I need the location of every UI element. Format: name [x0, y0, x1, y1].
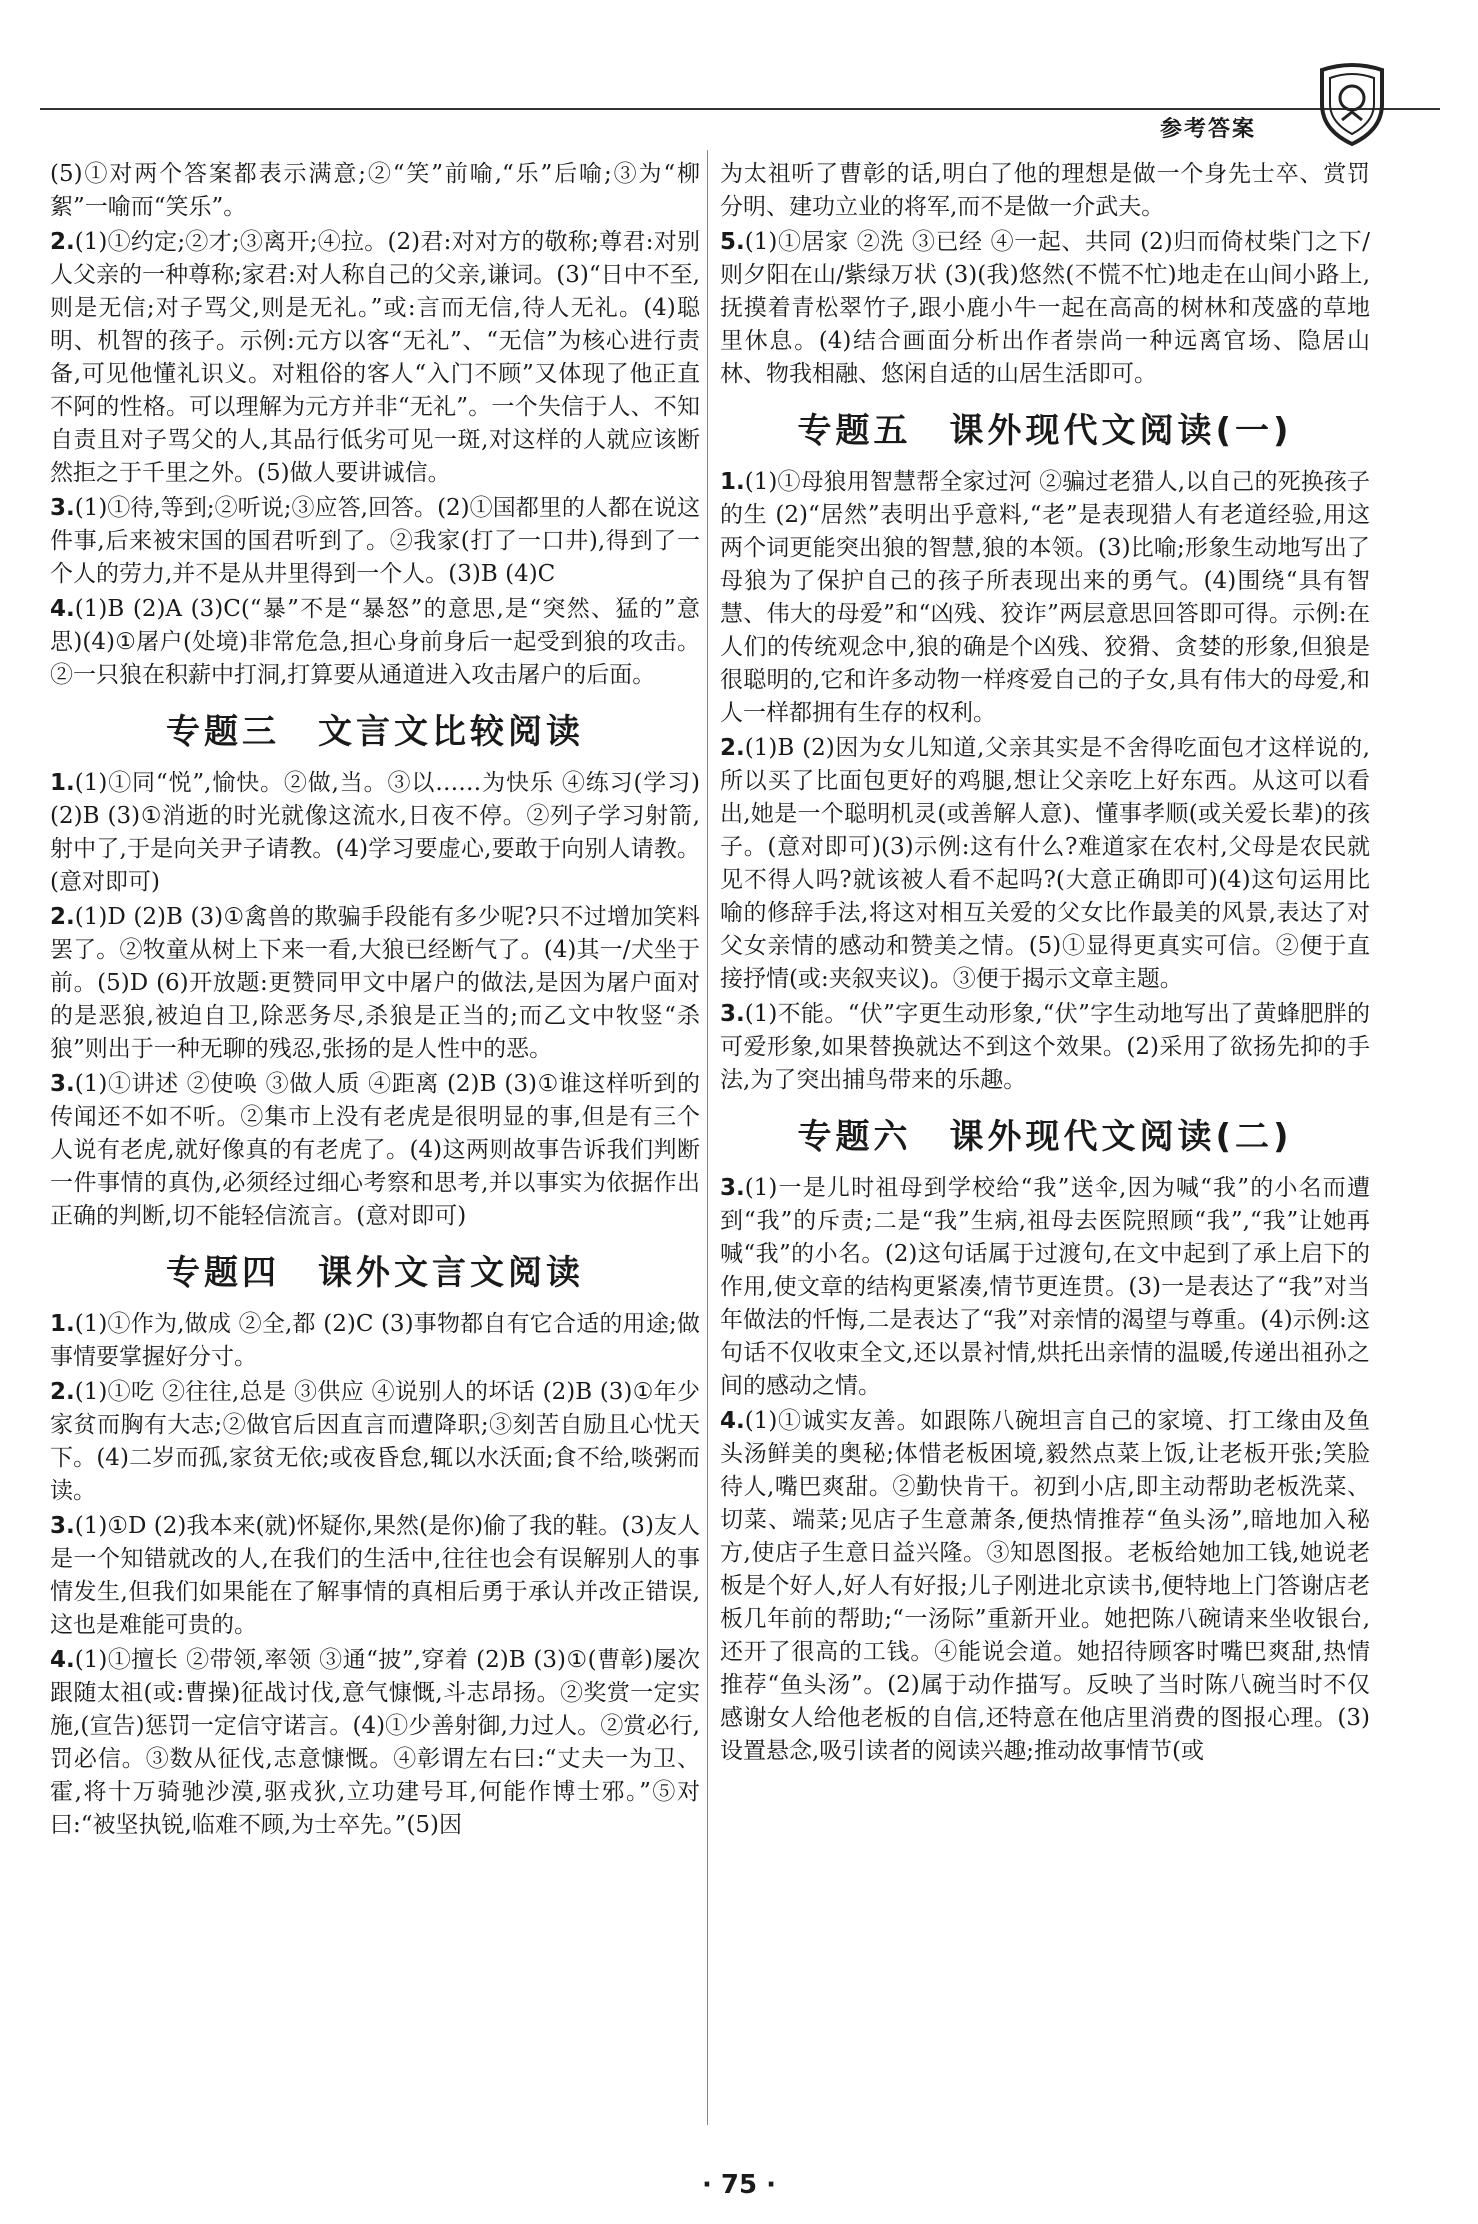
answer-columns: [50, 158, 1438, 2118]
answer-number: 5.: [720, 229, 745, 255]
answer-item: [50, 1308, 700, 1374]
answer-number: 3.: [720, 1001, 745, 1027]
answer-text: (5)①对两个答案都表示满意;②“笑”前喻,“乐”后喻;③为“柳絮”一喻而“笑乐”。: [50, 161, 700, 220]
shield-logo-icon: [1316, 60, 1388, 148]
answer-item: [50, 1068, 700, 1233]
answer-number: 3.: [50, 1513, 75, 1539]
answer-text: (1)①诚实友善。如跟陈八碗坦言自己的家境、打工缘由及鱼头汤鲜美的奥秘;体惜老板困境,毅然点菜上饭,让老板开张;笑脸待人,嘴巴爽甜。②勤快肯干。初到小店,即主动帮助老板洗菜、切菜、端菜;见店子生意萧条,便热情推荐“鱼头汤”,暗地加入秘方,使店子生意日益兴隆。③知恩图报。老板给她加工钱,她说老板是个好人,好人有好报;儿子刚进北京读书,便特地上门答谢店老板几年前的帮助;“一汤际”重新开业。她把陈八碗请来坐收银台,还开了很高的工钱。④能说会道。她招待顾客时嘴巴爽甜,热情推荐“鱼头汤”。(2)属于动作描写。反映了当时陈八碗当时不仅感谢女人给他老板的自信,还特意在他店里消费的图报心理。(3)设置悬念,吸引读者的阅读兴趣;推动故事情节(或: [720, 1408, 1370, 1764]
answer-text: (1)①擅长 ②带领,率领 ③通“披”,穿着 (2)B (3)①(曹彰)屡次跟随太祖(或:曹操)征战讨伐,意气慷慨,斗志昂扬。②奖赏一定实施,(宣告)惩罚一定信守诺言。(4)①少善射御,力过人。②赏必行,罚必信。③数从征伐,志意慷慨。④彰谓左右曰:“丈夫一为卫、霍,将十万骑驰沙漠,驱戎狄,立功建号耳,何能作博士邪。”⑤对曰:“被坚执锐,临难不顾,为士卒先。”(5)因: [50, 1647, 700, 1838]
answer-item: [720, 466, 1370, 730]
left-column: [50, 158, 700, 2118]
section-heading: 专题四 课外文言文阅读: [166, 1253, 584, 1293]
answer-text: (1)①母狼用智慧帮全家过河 ②骗过老猎人,以自己的死换孩子的生 (2)“居然”表明出乎意料,“老”是表现猎人有老道经验,用这两个词更能突出狼的智慧,狼的本领。(3)比喻;形象生动地写出了母狼为了保护自己的孩子所表现出来的勇气。(4)围绕“具有智慧、伟大的母爱”和“凶残、狡诈”两层意思回答即可得。示例:在人们的传统观念中,狼的确是个凶残、狡猾、贪婪的形象,但狼是很聪明的,它和许多动物一样疼爱自己的子女,具有伟大的母爱,和人一样都拥有生存的权利。: [720, 469, 1370, 726]
answer-item: [50, 158, 700, 224]
header-title: 参考答案: [1160, 117, 1257, 142]
answer-item: [50, 901, 700, 1066]
answer-item: [720, 226, 1370, 391]
answer-number: 3.: [50, 1071, 75, 1097]
answer-number: 4.: [50, 596, 75, 622]
answer-text: (1)B (2)因为女儿知道,父亲其实是不舍得吃面包才这样说的,所以买了比面包更好的鸡腿,想让父亲吃上好东西。从这可以看出,她是一个聪明机灵(或善解人意)、懂事孝顺(或关爱长辈)的孩子。(意对即可)(3)示例:这有什么?难道家在农村,父母是农民就见不得人吗?就该被人看不起吗?(大意正确即可)(4)这句运用比喻的修辞手法,将这对相互关爱的父女比作最美的风景,表达了对父女亲情的感动和赞美之情。(5)①显得更真实可信。②便于直接抒情(或:夹叙夹议)。③便于揭示文章主题。: [720, 735, 1370, 992]
answer-item: [50, 1376, 700, 1508]
answer-text: 为太祖听了曹彰的话,明白了他的理想是做一个身先士卒、赏罚分明、建功立业的将军,而不是做一介武夫。: [720, 161, 1370, 220]
answer-number: 1.: [50, 770, 75, 796]
answer-text: (1)不能。“伏”字更生动形象,“伏”字生动地写出了黄蜂肥胖的可爱形象,如果替换就达不到这个效果。(2)采用了欲扬先抑的手法,为了突出捕鸟带来的乐趣。: [720, 1001, 1370, 1093]
answer-item: [720, 158, 1370, 224]
answer-item: [720, 1405, 1370, 1768]
section-heading: 专题三 文言文比较阅读: [166, 712, 584, 752]
page-number: · 75 ·: [701, 2170, 777, 2200]
answer-number: 2.: [720, 735, 745, 761]
answer-text: (1)①待,等到;②听说;③应答,回答。(2)①国都里的人都在说这件事,后来被宋国的国君听到了。②我家(打了一口井),得到了一个人的劳力,并不是从井里得到一个人。(3)B (4)C: [50, 495, 700, 587]
answer-text: (1)B (2)A (3)C(“暴”不是“暴怒”的意思,是“突然、猛的”意思)(4)①屠户(处境)非常危急,担心身前身后一起受到狼的攻击。②一只狼在积薪中打洞,打算要从通道进入攻击屠户的后面。: [50, 596, 700, 688]
answer-item: [50, 593, 700, 692]
answer-number: 2.: [50, 1379, 75, 1405]
answer-text: (1)①约定;②才;③离开;④拉。(2)君:对对方的敬称;尊君:对别人父亲的一种尊称;家君:对人称自己的父亲,谦词。(3)“日中不至,则是无信;对子骂父,则是无礼。”或:言而无信,待人无礼。(4)聪明、机智的孩子。示例:元方以客“无礼”、“无信”为核心进行责备,可见他懂礼识义。对粗俗的客人“入门不顾”又体现了他正直不阿的性格。可以理解为元方并非“无礼”。一个失信于人、不知自责且对子骂父的人,其品行低劣可见一斑,对这样的人就应该断然拒之于千里之外。(5)做人要讲诚信。: [50, 229, 700, 486]
answer-text: (1)一是儿时祖母到学校给“我”送伞,因为喊“我”的小名而遭到“我”的斥责;二是“我”生病,祖母去医院照顾“我”,“我”让她再喊“我”的小名。(2)这句话属于过渡句,在文中起到了承上启下的作用,使文章的结构更紧凑,情节更连贯。(3)一是表达了“我”对当年做法的忏悔,二是表达了“我”对亲情的渴望与尊重。(4)示例:这句话不仅收束全文,还以景衬情,烘托出亲情的温暖,传递出祖孙之间的感动之情。: [720, 1175, 1370, 1399]
answer-number: 4.: [720, 1408, 745, 1434]
answer-number: 2.: [50, 904, 75, 930]
answer-number: 1.: [720, 469, 745, 495]
answer-item: [50, 1510, 700, 1642]
answer-item: [50, 226, 700, 490]
right-column: [720, 158, 1370, 2118]
answer-text: (1)①讲述 ②使唤 ③做人质 ④距离 (2)B (3)①谁这样听到的传闻还不如不听。②集市上没有老虎是很明显的事,但是有三个人说有老虎,就好像真的有老虎了。(4)这两则故事告诉我们判断一件事情的真伪,必须经过细心考察和思考,并以事实为依据作出正确的判断,切不能轻信流言。(意对即可): [50, 1071, 700, 1229]
answer-number: 3.: [50, 495, 75, 521]
answer-number: 4.: [50, 1647, 75, 1673]
answer-number: 2.: [50, 229, 75, 255]
answer-item: [50, 1644, 700, 1842]
answer-text: (1)①作为,做成 ②全,都 (2)C (3)事物都自有它合适的用途;做事情要掌握好分寸。: [50, 1311, 700, 1370]
answer-item: [720, 1172, 1370, 1403]
answer-item: [50, 767, 700, 899]
answer-number: 1.: [50, 1311, 75, 1337]
answer-text: (1)D (2)B (3)①禽兽的欺骗手段能有多少呢?只不过增加笑料罢了。②牧童从树上下来一看,大狼已经断气了。(4)其一/犬坐于前。(5)D (6)开放题:更赞同甲文中屠户的做法,是因为屠户面对的是恶狼,被迫自卫,除恶务尽,杀狼是正当的;而乙文中牧竖“杀狼”则出于一种无聊的残忍,张扬的是人性中的恶。: [50, 904, 700, 1062]
answer-text: (1)①吃 ②往往,总是 ③供应 ④说别人的坏话 (2)B (3)①年少家贫而胸有大志;②做官后因直言而遭降职;③刻苦自励且心忧天下。(4)二岁而孤,家贫无依;或夜昏怠,辄以水沃面;食不给,啖粥而读。: [50, 1379, 700, 1504]
answer-item: [720, 998, 1370, 1097]
section-heading: 专题五 课外现代文阅读(一): [797, 411, 1293, 451]
answer-number: 3.: [720, 1175, 745, 1201]
header-rule: [40, 108, 1440, 110]
section-heading: 专题六 课外现代文阅读(二): [797, 1117, 1293, 1157]
answer-item: [50, 492, 700, 591]
answer-text: (1)①D (2)我本来(就)怀疑你,果然(是你)偷了我的鞋。(3)友人是一个知错就改的人,在我们的生活中,往往也会有误解别人的事情发生,但我们如果能在了解事情的真相后勇于承认并改正错误,这也是难能可贵的。: [50, 1513, 700, 1638]
answer-text: (1)①居家 ②洗 ③已经 ④一起、共同 (2)归而倚杖柴门之下/则夕阳在山/紫绿万状 (3)(我)悠然(不慌不忙)地走在山间小路上,抚摸着青松翠竹子,跟小鹿小牛一起在高高的树林和茂盛的草地里休息。(4)结合画面分析出作者崇尚一种远离官场、隐居山林、物我相融、悠闲自适的山居生活即可。: [720, 229, 1370, 387]
answer-item: [720, 732, 1370, 996]
answer-text: (1)①同“悦”,愉快。②做,当。③以……为快乐 ④练习(学习)(2)B (3)①消逝的时光就像这流水,日夜不停。②列子学习射箭,射中了,于是向关尹子请教。(4)学习要虚心,要敢于向别人请教。(意对即可): [50, 770, 700, 895]
